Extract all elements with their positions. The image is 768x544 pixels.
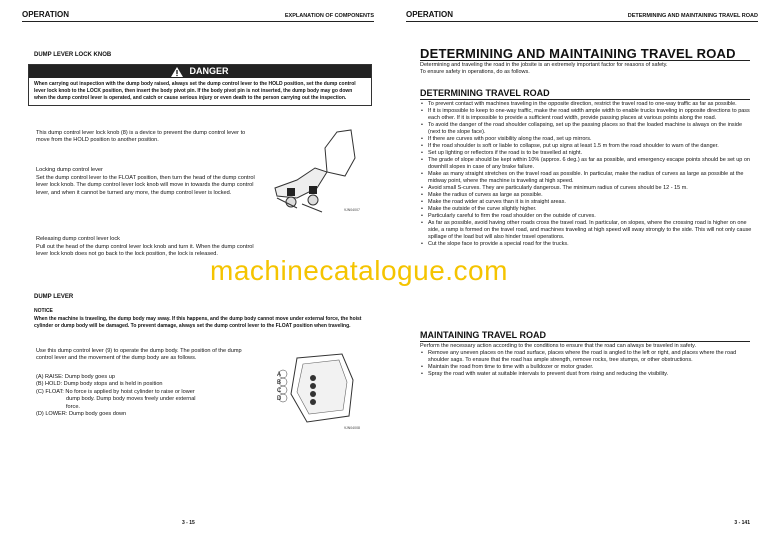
danger-text: When carrying out inspection with the dump body raised, always set the dump control lever to the HOLD position, set the dump control lever lock knob to the LOCK position, then insert the body pivot pin. If the body pivot pin is not inserted, the dump body may go down when the dump control lever is operated, and catch or cause serious injury or even death to the person carrying out the inspection. — [34, 81, 356, 101]
determining-bullet: • To avoid the danger of the road shoulder collapsing, set up the passing places so that the loaded machine is always on the inside (next to the slope face). — [420, 122, 754, 136]
notice-title: NOTICE — [34, 308, 53, 314]
determining-bullet: • Make as many straight stretches on the travel road as possible. In particular, make the radius of curves as large as possible at the midway point, where the machine is traveling at high speed. — [420, 171, 754, 185]
determining-bullet: • Particularly careful to firm the road shoulder on the outside of curves. — [420, 213, 754, 220]
intro-line-2: To ensure safety in operations, do as follows. — [420, 69, 530, 75]
watermark-text: machinecatalogue.com — [210, 255, 508, 286]
determining-bullet: • If the road shoulder is soft or liable to collapse, put up signs at least 1.5 m from the road shoulder to warn of the danger. — [420, 143, 754, 150]
determining-bullet: • To prevent contact with machines traveling in the opposite direction, restrict the travel road to one-way traffic as far as possible. — [420, 101, 754, 108]
dump-lever-heading: DUMP LEVER — [34, 294, 74, 300]
position-lower: (D) LOWER: Dump body goes down — [36, 411, 127, 418]
figure1-caption: 9JN04007 — [344, 208, 360, 212]
svg-text:D: D — [277, 396, 282, 402]
determining-bullet: • If there are curves with poor visibility along the road, set up mirrors. — [420, 136, 754, 143]
lock-knob-description: This dump control lever lock knob (8) is a device to prevent the dump control lever to move from the HOLD position to another position. — [36, 130, 246, 144]
svg-text:C: C — [277, 388, 282, 394]
dump-lever-description: Use this dump control lever (9) to operate the dump body. The position of the dump control lever and the movement of the dump body are as follows. — [36, 348, 242, 362]
svg-text:B: B — [277, 380, 282, 386]
intro-line-1: Determining and traveling the road in the jobsite is an extremely important factor for reasons of safety. — [420, 62, 668, 68]
releasing-text: Pull out the head of the dump control lever lock knob and turn it. When the dump control lever lock knob does not go back to the lock position, the lock is released. — [36, 244, 254, 258]
maintaining-bullets — [420, 350, 754, 378]
maintaining-underline — [420, 341, 750, 342]
left-page-number: 3 - 15 — [182, 520, 195, 526]
position-float-cont1: dump body. Dump body moves freely under external — [66, 396, 196, 403]
left-page-header — [22, 10, 374, 22]
determining-bullet: • If it is impossible to keep to one-way traffic, make the road width ample width to enable trucks traveling in opposite directions to pass each other. If it is impossible to provide a sufficient road width, provide passing places at various points along the road. — [420, 108, 754, 122]
determining-underline — [420, 99, 750, 100]
danger-label: DANGER — [189, 66, 229, 76]
travel-road-title: DETERMINING AND MAINTAINING TRAVEL ROAD — [420, 46, 736, 61]
determining-heading: DETERMINING TRAVEL ROAD — [420, 88, 550, 98]
left-header-chapter: EXPLANATION OF COMPONENTS — [284, 13, 374, 19]
position-float-cont2: force. — [66, 403, 80, 410]
maintaining-bullet: • Spray the road with water at suitable intervals to prevent dust from rising and reducing the visibility. — [420, 371, 754, 378]
travel-road-intro — [420, 62, 752, 76]
danger-banner — [29, 65, 371, 78]
locking-heading: Locking dump control lever — [36, 167, 103, 173]
determining-bullet: • The grade of slope should be kept within 10% (approx. 6 deg.) as far as possible, and emergency escape points should be set up on downhill slopes in case of any brake failure. — [420, 157, 754, 171]
notice-text: When the machine is traveling, the dump body may sway. If this happens, and the dump body cannot move under external force, the hoist cylinder or dump body will be damaged. To prevent damage, always set the dump control lever to the FLOAT position when traveling. — [34, 316, 362, 329]
dump-lever-lock-knob-heading: DUMP LEVER LOCK KNOB — [34, 52, 112, 58]
lock-knob-figure — [267, 128, 367, 214]
determining-bullets — [420, 101, 754, 248]
danger-box — [28, 64, 372, 106]
determining-bullet: • Set up lighting or reflectors if the road is to be travelled at night. — [420, 150, 754, 157]
locking-text: Set the dump control lever to the FLOAT position, then turn the head of the dump control lever lock knob. The dump control lever lock knob will move in towards the dump control lever, and when it cannot be turned any more, the dump control lever is locked. — [36, 175, 255, 196]
dump-lever-positions — [36, 374, 261, 418]
position-hold: (B) HOLD: Dump body stops and is held in position — [36, 381, 163, 388]
right-page-number: 3 - 141 — [734, 520, 750, 526]
left-header-section: OPERATION — [22, 10, 69, 19]
right-page-header — [406, 10, 758, 22]
maintaining-bullet: • Remove any uneven places on the road surface, places where the road is angled to the left or right, and places where the road shoulder sags. To ensure that the road has ample strength, remove rocks, tree stumps, or other obstructions. — [420, 350, 754, 364]
warning-triangle-icon — [171, 67, 183, 77]
maintaining-bullet: • Maintain the road from time to time with a bulldozer or motor grader. — [420, 364, 754, 371]
right-header-section: OPERATION — [406, 10, 453, 19]
releasing-heading: Releasing dump control lever lock — [36, 236, 120, 242]
title-underline — [420, 60, 750, 61]
determining-bullet: • As far as possible, avoid having other roads cross the travel road. In particular, on slopes, where the crossing road is higher on one side, a ramp is formed on the travel road, and machines traveling at high speed will sway strongly to the side. This will not only cause spillage of the load but will also hinder travel operations. — [420, 220, 754, 241]
determining-bullet: • Make the radius of curves as large as possible. — [420, 192, 754, 199]
position-float: (C) FLOAT: No force is applied by hoist cylinder to raise or lower — [36, 388, 195, 395]
determining-bullet: • Avoid small S-curves. They are particularly dangerous. The minimum radius of curves should be 12 - 15 m. — [420, 185, 754, 192]
maintaining-heading: MAINTAINING TRAVEL ROAD — [420, 330, 546, 340]
figure2-caption: 9JN04008 — [344, 426, 360, 430]
dump-lever-figure — [267, 350, 367, 430]
determining-bullet: • Make the road wider at curves than it is in straight areas. — [420, 199, 754, 206]
position-raise: (A) RAISE: Dump body goes up — [36, 374, 115, 380]
right-header-chapter: DETERMINING AND MAINTAINING TRAVEL ROAD — [627, 13, 758, 19]
determining-bullet: • Make the outside of the curve slightly higher. — [420, 206, 754, 213]
determining-bullet: • Cut the slope face to provide a special road for the trucks. — [420, 241, 754, 248]
svg-text:A: A — [277, 372, 282, 378]
maintaining-intro: Perform the necessary action according to the conditions to ensure that the road can always be traveled in safety. — [420, 343, 696, 349]
